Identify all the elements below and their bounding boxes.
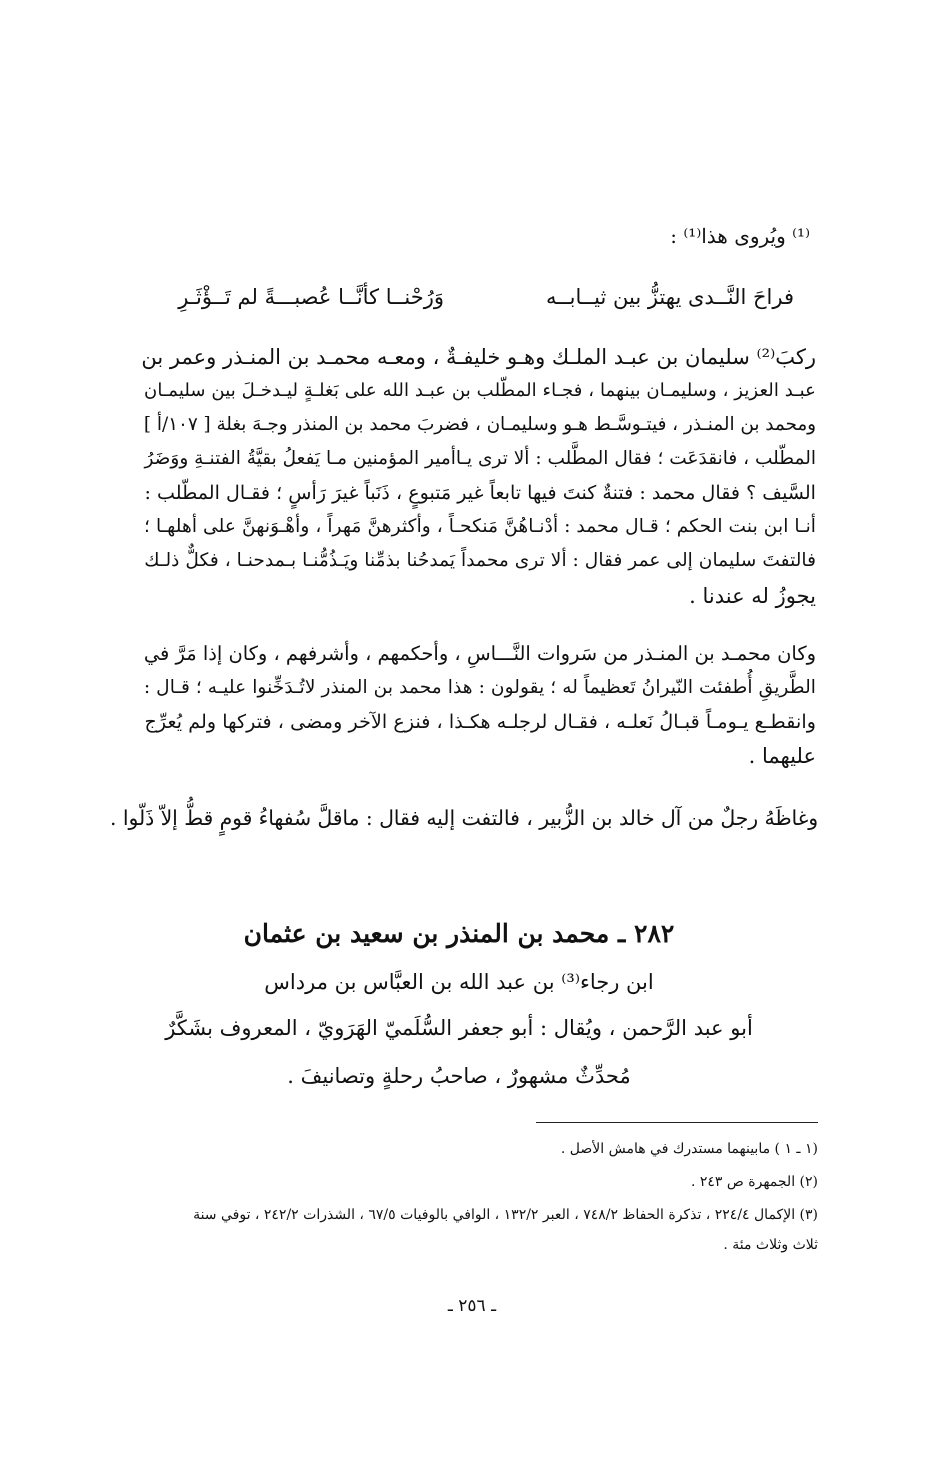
text-line: السَّيف ؟ فقال محمد : فتنةٌ كنتَ فيها تابعاً غير مَتبوعٍ ، ذَنَباً غيرَ رَأسٍ ؛ فقـال المطّلب : bbox=[144, 481, 816, 504]
entry-description: مُحدِّثٌ مشهورٌ ، صاحبُ رحلةٍ وتصانيفَ . bbox=[287, 1064, 631, 1088]
text-line: أنـا ابن بنت الحكم ؛ قـال محمد : أدْنـاهُنَّ مَنكحـاً ، وأكثرهنَّ مَهراً ، وأهْـوَنهنَّ على أهلهـا ؛ bbox=[144, 516, 816, 537]
page-number: ـ ٢٥٦ ـ bbox=[447, 1296, 497, 1316]
footnote-3-continued: ثلاث وثلاث مئة . bbox=[723, 1237, 818, 1253]
footnote-3: (٣) الإكمال ٢٢٤/٤ ، تذكرة الحفاظ ٧٤٨/٢ ، العبر ١٣٢/٢ ، الوافي بالوفيات ٦٧/٥ ، الشذرات ٢٤٢/٢ ، توفي سنة bbox=[193, 1207, 818, 1223]
text-line: المطّلب ، فانقدَعَت ؛ فقال المطَّلب : ألا ترى يـاأمير المؤمنين مـا يَفعلُ بقيَّةُ الفتنـةِ ووَضَرُ bbox=[144, 448, 816, 469]
text-line: ركبَ⁽²⁾ سليمان بن عبـد الملـك وهـو خليفـةٌ ، ومعـه محمـد بن المنـذر وعمر بن bbox=[141, 345, 816, 369]
poem-intro: ⁽¹⁾ ويُروى هذا⁽¹⁾ : bbox=[670, 224, 810, 248]
text-line: الطَّريقِ أُطفئت النّيرانُ تَعظيماً له ؛ يقولون : هذا محمد بن المنذر لاتُـدَخِّنوا عليـه ؛ قـال : bbox=[143, 677, 816, 698]
entry-heading: ٢٨٢ ـ محمد بن المنذر بن سعيد بن عثمان bbox=[243, 919, 675, 948]
text-line: وانقطـع يـومـاً قبـالُ نَعلـه ، فقـال لرجلـه هكـذا ، فنزع الآخر ومضى ، فتركها ولم يُعرِّج bbox=[144, 710, 816, 733]
footnote-separator bbox=[536, 1122, 818, 1123]
text-line: ومحمد بن المنـذر ، فيتـوسَّـط هـو وسليمـان ، فضربَ محمد بن المنذر وجـهَ بغلة [ ١٠٧/أ ] bbox=[143, 414, 816, 435]
text-line: عبـد العزيز ، وسليمـان بينهما ، فجـاء المطّلب بن عبـد الله على بَغلـةٍ ليـدخـلَ بين سليمـان bbox=[143, 380, 816, 401]
entry-lineage: ابن رجاء⁽³⁾ بن عبد الله بن العبَّاس بن مرداس bbox=[264, 970, 654, 994]
entry-kunya: أبو عبد الرَّحمن ، ويُقال : أبو جعفر السُّلَميّ الهَرَويّ ، المعروف بشَكَّرٌ bbox=[165, 1016, 753, 1040]
verse-first-hemistich: فراحَ النَّــدى يهتزُّ بين ثيــابــه bbox=[546, 285, 794, 309]
footnote-2: (٢) الجمهرة ص ٢٤٣ . bbox=[690, 1174, 818, 1190]
text-line: فالتفتَ سليمان إلى عمر فقال : ألا ترى محمداً يَمدحُنا بذمِّنا ويَـذُمُّنـا بـمدحنـا ، فكلٌّ ذلـك bbox=[144, 550, 816, 571]
paragraph-3: وغاظَهُ رجلٌ من آل خالد بن الزُّبير ، فالتفت إليه فقال : ماقلَّ سُفهاءُ قومٍ قطُّ إلاّ ذَلّوا . bbox=[110, 806, 818, 830]
text-line: يجوزُ له عندنا . bbox=[689, 584, 816, 608]
footnote-1: (١ ـ ١ ) مابينهما مستدرك في هامش الأصل . bbox=[560, 1141, 818, 1157]
verse-second-hemistich: وَرُحْنــا كأنَّــا عُصبـــةً لم تَــؤْثَـرِ bbox=[178, 285, 444, 309]
text-line: عليهما . bbox=[748, 744, 816, 768]
text-line: وكان محمـد بن المنـذر من سَروات النَّـــاسِ ، وأحكمهم ، وأشرفهم ، وكان إذا مَرَّ في bbox=[143, 642, 816, 665]
